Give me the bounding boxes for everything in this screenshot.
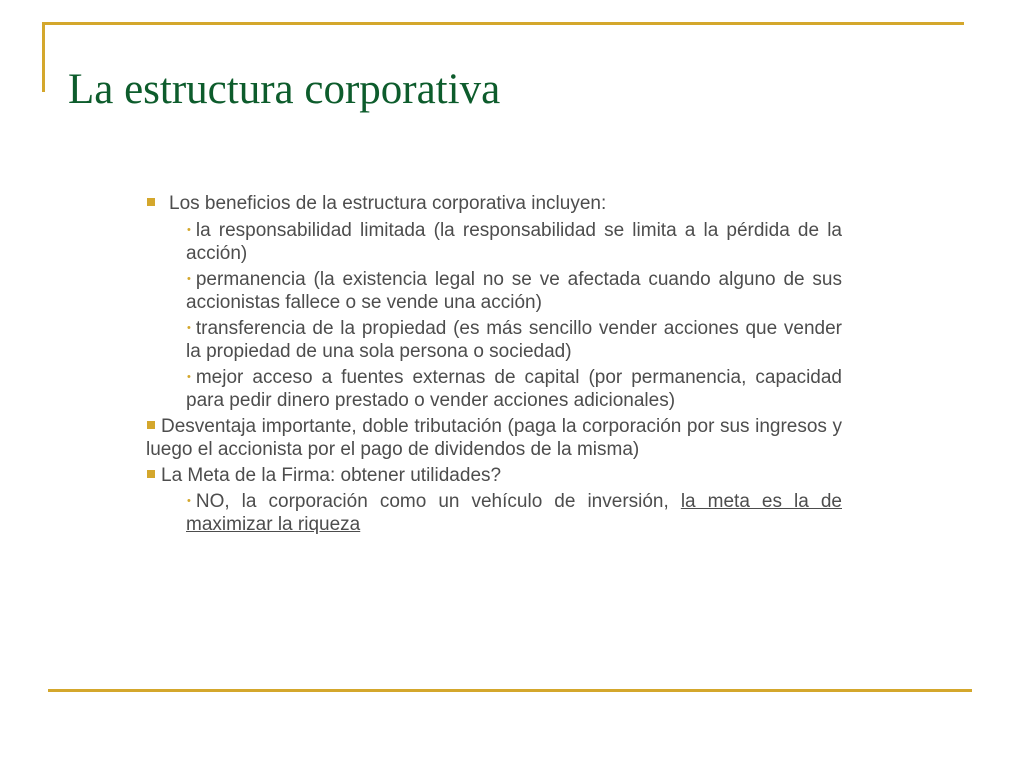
sub-bullet-goal-answer <box>186 490 842 536</box>
bullet-text: Desventaja importante, doble tributación (paga la corporación por sus ingresos y luego el accionista por el pago de dividendos de la misma) <box>146 416 842 460</box>
left-decorative-rule <box>42 22 45 92</box>
dot-bullet-icon: • <box>187 322 191 334</box>
slide-content <box>146 192 842 539</box>
sub-bullet-text: permanencia (la existencia legal no se ve afectada cuando alguno de sus accionistas fallece o se vende una acción) <box>186 269 842 313</box>
sub-bullet-permanence <box>186 268 842 314</box>
sub-bullet-text: mejor acceso a fuentes externas de capital (por permanencia, capacidad para pedir dinero prestado o vender acciones adicionales) <box>186 367 842 411</box>
bottom-decorative-rule <box>48 689 972 692</box>
sub-bullet-text: la responsabilidad limitada (la responsabilidad se limita a la pérdida de la acción) <box>186 220 842 264</box>
sub-bullet-transfer <box>186 317 842 363</box>
bullet-text: La Meta de la Firma: obtener utilidades? <box>161 465 502 486</box>
sub-bullet-limited-liability <box>186 219 842 265</box>
bullet-firm-goal <box>146 464 842 487</box>
dot-bullet-icon: • <box>187 371 191 383</box>
bullet-text: Los beneficios de la estructura corporativa incluyen: <box>169 193 607 214</box>
square-bullet-icon <box>147 198 155 206</box>
dot-bullet-icon: • <box>187 495 191 507</box>
sub-bullet-text: transferencia de la propiedad (es más sencillo vender acciones que vender la propiedad de una sola persona o sociedad) <box>186 318 842 362</box>
sub-bullet-text: NO, la corporación como un vehículo de inversión, <box>195 491 681 512</box>
dot-bullet-icon: • <box>187 224 191 236</box>
underlined-emphasis-text: la meta es la de maximizar la riqueza <box>186 491 842 535</box>
square-bullet-icon <box>147 421 155 429</box>
sub-bullet-capital-access <box>186 366 842 412</box>
dot-bullet-icon: • <box>187 273 191 285</box>
square-bullet-icon <box>147 470 155 478</box>
top-decorative-rule <box>42 22 964 25</box>
bullet-disadvantage <box>146 415 842 461</box>
slide-title: La estructura corporativa <box>68 66 501 113</box>
bullet-benefits-intro <box>146 192 842 215</box>
